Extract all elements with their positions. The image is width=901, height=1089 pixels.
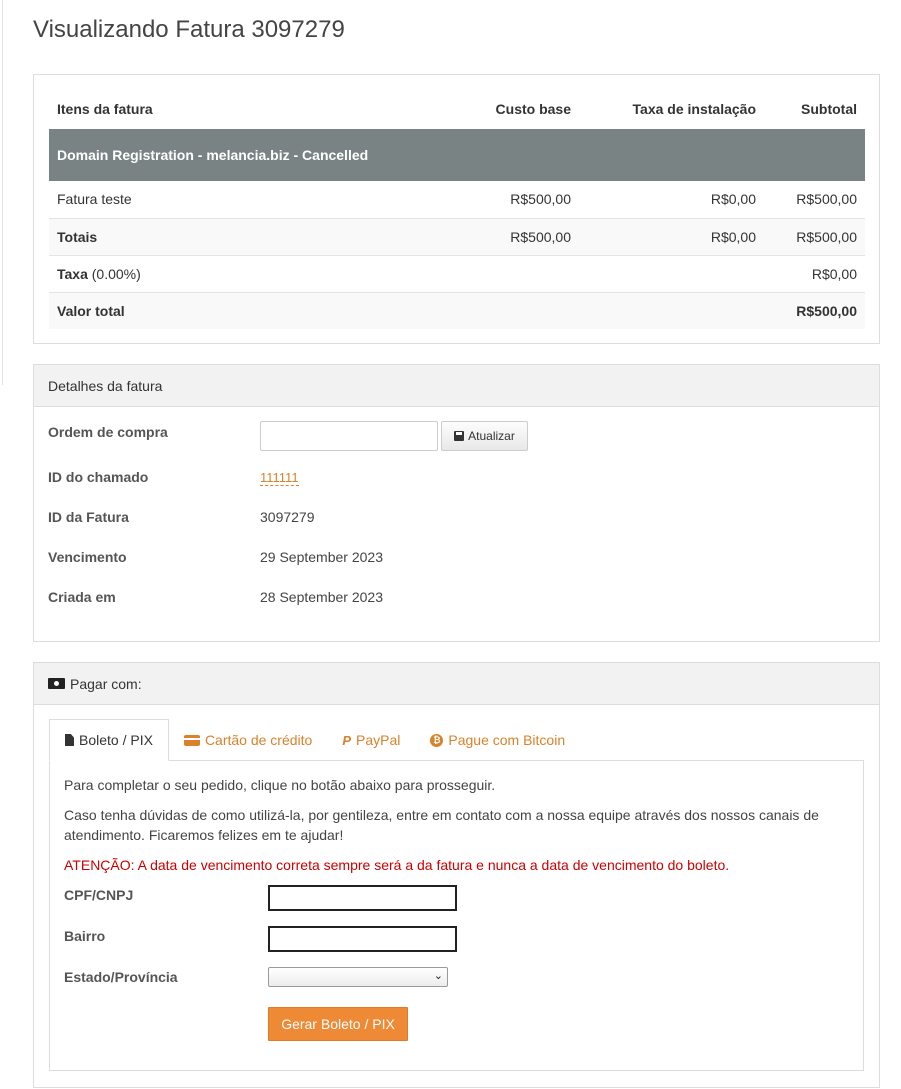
invoice-details-panel	[33, 364, 880, 642]
due-date-label: Vencimento	[48, 549, 127, 565]
boleto-tab-content	[49, 760, 864, 1071]
column-header-item: Itens da fatura	[57, 101, 153, 117]
table-row	[49, 181, 865, 218]
grand-total-row	[49, 292, 865, 329]
invoice-id-label: ID da Fatura	[48, 509, 129, 525]
invoice-items-panel	[33, 74, 880, 344]
item-base: R$500,00	[429, 181, 579, 218]
page-title: Visualizando Fatura 3097279	[33, 16, 345, 43]
cpf-input[interactable]	[268, 885, 457, 911]
item-subtotal: R$500,00	[764, 181, 865, 218]
created-date-label: Criada em	[48, 589, 116, 605]
file-icon	[65, 734, 74, 746]
item-setup: R$0,00	[579, 181, 764, 218]
payment-heading	[34, 663, 879, 705]
po-label: Ordem de compra	[48, 424, 168, 440]
totals-row	[49, 218, 865, 255]
tax-value: R$0,00	[764, 255, 865, 292]
estado-select[interactable]	[268, 967, 448, 987]
estado-label: Estado/Província	[64, 969, 178, 985]
tax-row	[49, 255, 865, 292]
tab-label: PayPal	[356, 732, 401, 748]
generate-boleto-button[interactable]: Gerar Boleto / PIX	[268, 1007, 408, 1041]
help-text: Caso tenha dúvidas de como utilizá-la, por gentileza, entre em contato com a nossa equipe através dos nossos canais de atendimento. Ficaremos felizes em te ajudar!	[64, 807, 819, 843]
update-button[interactable]	[441, 421, 528, 451]
tab-bitcoin[interactable]	[415, 719, 580, 761]
item-name: Fatura teste	[49, 181, 429, 218]
paypal-icon: P	[342, 732, 352, 748]
tab-credit-card[interactable]	[169, 719, 327, 761]
tab-boleto-pix[interactable]	[49, 719, 169, 761]
payment-tabs	[49, 719, 580, 761]
cpf-label: CPF/CNPJ	[64, 887, 134, 903]
due-date-value: 29 September 2023	[260, 549, 383, 565]
payment-panel	[33, 662, 880, 1088]
credit-card-icon	[184, 735, 200, 746]
save-icon	[454, 431, 464, 441]
instructions-text: Para completar o seu pedido, clique no botão abaixo para prosseguir.	[64, 777, 496, 793]
totals-subtotal: R$500,00	[764, 218, 865, 255]
payment-heading-label: Pagar com:	[70, 675, 142, 692]
update-button-label: Atualizar	[468, 429, 515, 443]
ticket-label: ID do chamado	[48, 469, 149, 485]
table-header-row	[49, 89, 865, 129]
bairro-label: Bairro	[64, 928, 106, 944]
chevron-down-icon: ⌄	[433, 970, 443, 982]
grand-total-value: R$500,00	[764, 292, 865, 329]
totals-setup: R$0,00	[579, 218, 764, 255]
item-group-row	[49, 129, 865, 181]
item-group-title: Domain Registration - melancia.biz - Cancelled	[49, 129, 865, 181]
column-header-base: Custo base	[495, 101, 571, 117]
bairro-input[interactable]	[268, 926, 457, 952]
invoice-id-value: 3097279	[260, 509, 315, 525]
tax-rate: (0.00%)	[91, 265, 141, 282]
created-date-value: 28 September 2023	[260, 589, 383, 605]
totals-label: Totais	[49, 218, 429, 255]
purchase-order-input[interactable]	[260, 421, 438, 451]
invoice-items-table	[49, 89, 865, 329]
tab-label: Pague com Bitcoin	[448, 732, 566, 748]
totals-base: R$500,00	[429, 218, 579, 255]
tax-label: Taxa	[57, 265, 88, 282]
money-icon	[48, 678, 65, 689]
column-header-setup: Taxa de instalação	[632, 101, 756, 117]
tax-cell	[49, 255, 429, 292]
ticket-link[interactable]: 111111	[260, 470, 299, 485]
tab-label: Boleto / PIX	[79, 732, 153, 748]
details-heading: Detalhes da fatura	[34, 365, 879, 407]
tab-paypal[interactable]	[327, 719, 415, 761]
bitcoin-icon: ₿	[430, 734, 443, 747]
column-header-subtotal: Subtotal	[801, 101, 857, 117]
tab-label: Cartão de crédito	[204, 732, 313, 748]
sidebar-edge	[0, 0, 3, 385]
grand-total-label: Valor total	[49, 292, 429, 329]
warning-text: ATENÇÃO: A data de vencimento correta sempre será a da fatura e nunca a data de vencimento do boleto.	[64, 857, 730, 873]
